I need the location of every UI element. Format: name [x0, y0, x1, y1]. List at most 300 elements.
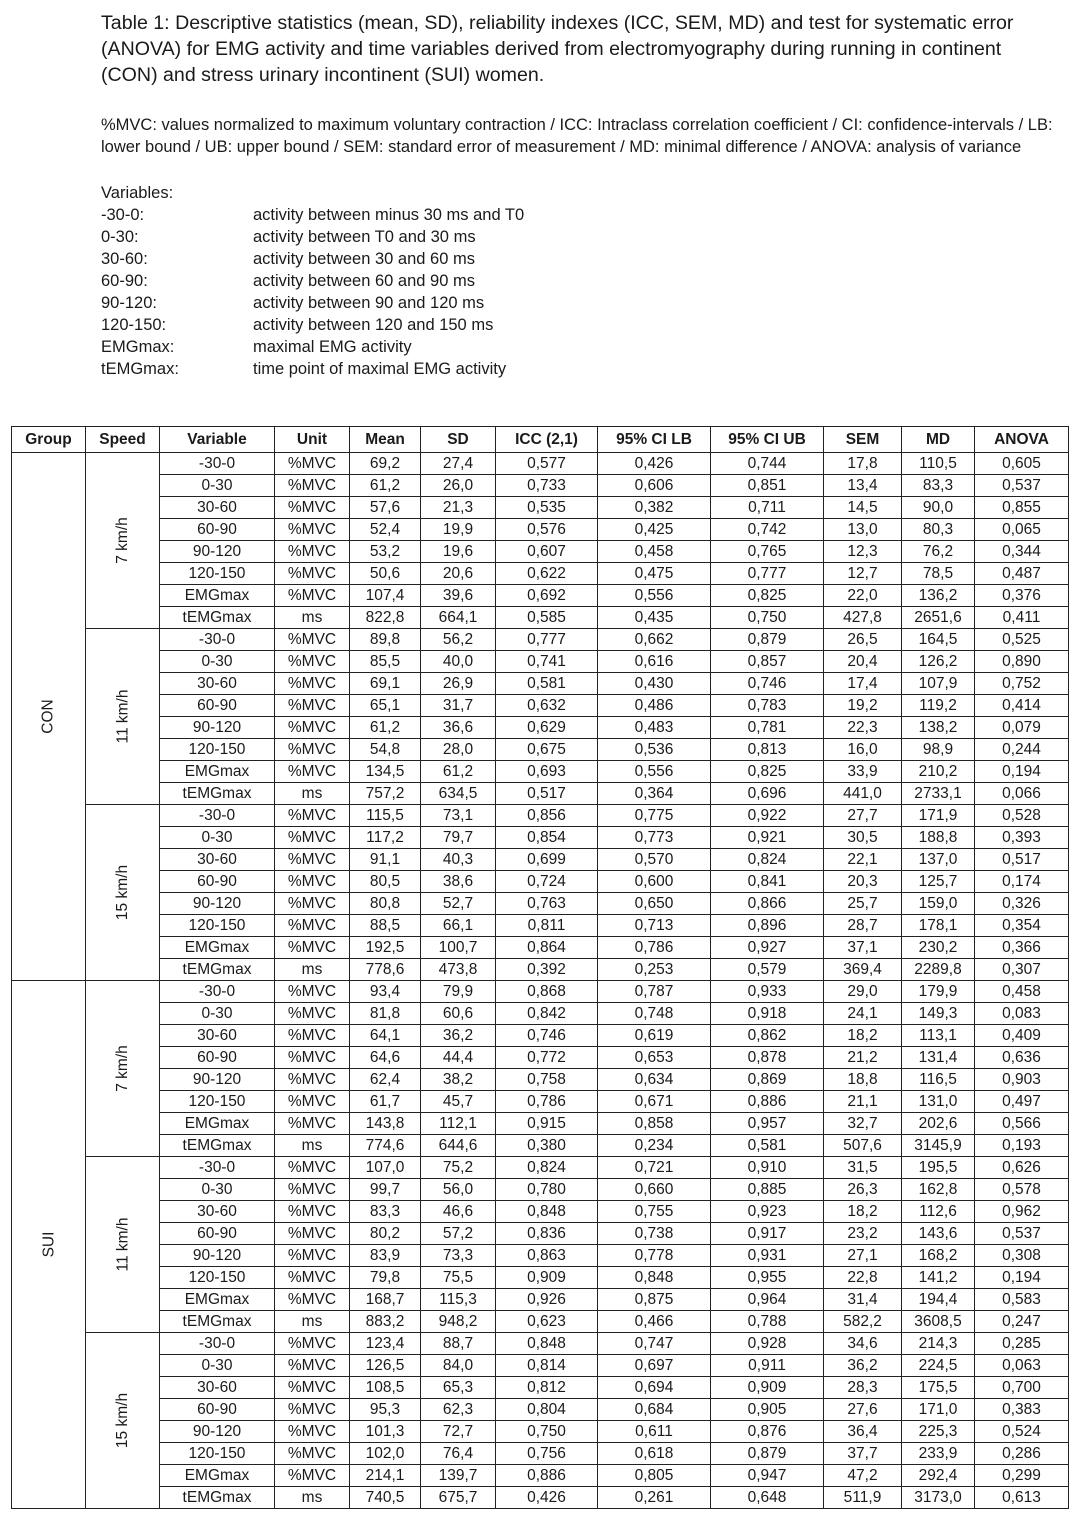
variable-key: 0-30: — [101, 228, 139, 246]
cell-variable: 30-60 — [160, 849, 275, 871]
cell-ci-lb: 0,662 — [598, 629, 711, 651]
cell-variable: EMGmax — [160, 1289, 275, 1311]
cell-ci-ub: 0,957 — [711, 1113, 824, 1135]
variables-list — [101, 204, 524, 380]
cell-anova: 0,636 — [975, 1047, 1069, 1069]
cell-ci-lb: 0,466 — [598, 1311, 711, 1333]
cell-md: 230,2 — [902, 937, 975, 959]
cell-ci-lb: 0,606 — [598, 475, 711, 497]
variable-definition — [101, 204, 524, 226]
cell-unit: %MVC — [275, 1267, 350, 1289]
cell-ci-ub: 0,910 — [711, 1157, 824, 1179]
cell-ci-lb: 0,858 — [598, 1113, 711, 1135]
cell-variable: 0-30 — [160, 651, 275, 673]
cell-ci-lb: 0,773 — [598, 827, 711, 849]
cell-variable: 30-60 — [160, 1025, 275, 1047]
cell-unit: %MVC — [275, 1157, 350, 1179]
cell-ci-lb: 0,618 — [598, 1443, 711, 1465]
col-header-unit: Unit — [275, 427, 350, 453]
cell-unit: %MVC — [275, 1223, 350, 1245]
group-label: SUI — [40, 1231, 57, 1258]
cell-md: 195,5 — [902, 1157, 975, 1179]
cell-ci-ub: 0,879 — [711, 629, 824, 651]
cell-sd: 57,2 — [421, 1223, 496, 1245]
cell-ci-lb: 0,486 — [598, 695, 711, 717]
cell-md: 225,3 — [902, 1421, 975, 1443]
cell-ci-lb: 0,570 — [598, 849, 711, 871]
col-header-group: Group — [12, 427, 86, 453]
cell-md: 164,5 — [902, 629, 975, 651]
cell-sd: 40,3 — [421, 849, 496, 871]
cell-sem: 26,3 — [824, 1179, 902, 1201]
cell-icc: 0,750 — [496, 1421, 598, 1443]
cell-anova: 0,517 — [975, 849, 1069, 871]
cell-sem: 17,4 — [824, 673, 902, 695]
cell-sem: 37,7 — [824, 1443, 902, 1465]
cell-mean: 91,1 — [350, 849, 421, 871]
cell-sem: 32,7 — [824, 1113, 902, 1135]
cell-variable: -30-0 — [160, 453, 275, 475]
cell-anova: 0,525 — [975, 629, 1069, 651]
cell-anova: 0,528 — [975, 805, 1069, 827]
cell-mean: 95,3 — [350, 1399, 421, 1421]
cell-sd: 75,2 — [421, 1157, 496, 1179]
table-row — [12, 1355, 1069, 1377]
cell-md: 80,3 — [902, 519, 975, 541]
cell-variable: tEMGmax — [160, 1487, 275, 1509]
cell-variable: 120-150 — [160, 1443, 275, 1465]
cell-ci-lb: 0,775 — [598, 805, 711, 827]
cell-sem: 19,2 — [824, 695, 902, 717]
cell-anova: 0,063 — [975, 1355, 1069, 1377]
cell-mean: 168,7 — [350, 1289, 421, 1311]
cell-anova: 0,409 — [975, 1025, 1069, 1047]
table-row — [12, 563, 1069, 585]
cell-sem: 511,9 — [824, 1487, 902, 1509]
group-cell — [12, 981, 86, 1509]
cell-anova: 0,285 — [975, 1333, 1069, 1355]
cell-anova: 0,605 — [975, 453, 1069, 475]
cell-unit: %MVC — [275, 1289, 350, 1311]
speed-label: 7 km/h — [113, 1045, 131, 1092]
cell-icc: 0,909 — [496, 1267, 598, 1289]
variables-heading: Variables: — [101, 184, 174, 202]
cell-md: 292,4 — [902, 1465, 975, 1487]
cell-icc: 0,915 — [496, 1113, 598, 1135]
cell-sem: 25,7 — [824, 893, 902, 915]
speed-cell — [86, 453, 160, 629]
cell-md: 143,6 — [902, 1223, 975, 1245]
cell-anova: 0,247 — [975, 1311, 1069, 1333]
table-row — [12, 761, 1069, 783]
table-body — [12, 453, 1069, 1509]
cell-sem: 30,5 — [824, 827, 902, 849]
cell-variable: tEMGmax — [160, 959, 275, 981]
col-header-speed: Speed — [86, 427, 160, 453]
cell-sd: 45,7 — [421, 1091, 496, 1113]
cell-sd: 60,6 — [421, 1003, 496, 1025]
cell-anova: 0,286 — [975, 1443, 1069, 1465]
variable-definition — [101, 358, 524, 380]
cell-unit: %MVC — [275, 651, 350, 673]
cell-ci-ub: 0,955 — [711, 1267, 824, 1289]
cell-sem: 17,8 — [824, 453, 902, 475]
cell-icc: 0,622 — [496, 563, 598, 585]
cell-variable: EMGmax — [160, 1465, 275, 1487]
variable-key: 30-60: — [101, 250, 148, 268]
table-row — [12, 651, 1069, 673]
cell-icc: 0,632 — [496, 695, 598, 717]
variable-description: activity between minus 30 ms and T0 — [253, 206, 525, 224]
cell-md: 210,2 — [902, 761, 975, 783]
variable-key: 90-120: — [101, 294, 157, 312]
cell-sem: 23,2 — [824, 1223, 902, 1245]
col-header-ci-ub: 95% CI UB — [711, 427, 824, 453]
table-row — [12, 497, 1069, 519]
cell-ci-lb: 0,694 — [598, 1377, 711, 1399]
cell-sem: 37,1 — [824, 937, 902, 959]
cell-variable: -30-0 — [160, 629, 275, 651]
cell-sd: 664,1 — [421, 607, 496, 629]
variable-description: time point of maximal EMG activity — [253, 360, 507, 378]
cell-anova: 0,194 — [975, 1267, 1069, 1289]
cell-unit: %MVC — [275, 717, 350, 739]
cell-unit: %MVC — [275, 453, 350, 475]
cell-variable: 30-60 — [160, 1201, 275, 1223]
cell-unit: %MVC — [275, 1047, 350, 1069]
table-row — [12, 475, 1069, 497]
cell-sem: 36,4 — [824, 1421, 902, 1443]
variable-definition — [101, 292, 524, 314]
cell-sd: 56,0 — [421, 1179, 496, 1201]
cell-ci-lb: 0,671 — [598, 1091, 711, 1113]
cell-sd: 31,7 — [421, 695, 496, 717]
cell-sem: 21,2 — [824, 1047, 902, 1069]
cell-ci-ub: 0,783 — [711, 695, 824, 717]
cell-unit: %MVC — [275, 1443, 350, 1465]
cell-icc: 0,629 — [496, 717, 598, 739]
table-row — [12, 959, 1069, 981]
cell-sd: 473,8 — [421, 959, 496, 981]
variable-description: maximal EMG activity — [253, 338, 412, 356]
cell-variable: 0-30 — [160, 1355, 275, 1377]
cell-mean: 61,2 — [350, 475, 421, 497]
cell-mean: 192,5 — [350, 937, 421, 959]
cell-unit: %MVC — [275, 1069, 350, 1091]
cell-sd: 79,7 — [421, 827, 496, 849]
cell-unit: %MVC — [275, 1179, 350, 1201]
cell-anova: 0,537 — [975, 1223, 1069, 1245]
cell-ci-lb: 0,458 — [598, 541, 711, 563]
cell-anova: 0,890 — [975, 651, 1069, 673]
cell-ci-lb: 0,713 — [598, 915, 711, 937]
cell-mean: 64,6 — [350, 1047, 421, 1069]
variable-definition — [101, 248, 524, 270]
cell-anova: 0,487 — [975, 563, 1069, 585]
cell-ci-ub: 0,878 — [711, 1047, 824, 1069]
table-row — [12, 981, 1069, 1003]
cell-sem: 27,1 — [824, 1245, 902, 1267]
cell-unit: %MVC — [275, 497, 350, 519]
abbreviations-note: %MVC: values normalized to maximum voluntary contraction / ICC: Intraclass correlation coefficient / CI: confidence-intervals / LB: lower bound / UB: upper bound / SEM: standard error of measurement / MD: minimal difference / ANOVA: analysis of variance — [101, 116, 1053, 156]
cell-anova: 0,752 — [975, 673, 1069, 695]
table-row — [12, 695, 1069, 717]
cell-md: 224,5 — [902, 1355, 975, 1377]
col-header-mean: Mean — [350, 427, 421, 453]
cell-variable: 60-90 — [160, 1047, 275, 1069]
cell-unit: %MVC — [275, 1091, 350, 1113]
cell-variable: 30-60 — [160, 497, 275, 519]
cell-unit: %MVC — [275, 1025, 350, 1047]
cell-md: 107,9 — [902, 673, 975, 695]
cell-sd: 675,7 — [421, 1487, 496, 1509]
cell-unit: %MVC — [275, 1003, 350, 1025]
cell-sem: 369,4 — [824, 959, 902, 981]
cell-mean: 822,8 — [350, 607, 421, 629]
table-row — [12, 1025, 1069, 1047]
cell-unit: ms — [275, 607, 350, 629]
cell-sd: 26,9 — [421, 673, 496, 695]
table-row — [12, 1487, 1069, 1509]
cell-ci-ub: 0,922 — [711, 805, 824, 827]
cell-icc: 0,746 — [496, 1025, 598, 1047]
cell-sd: 634,5 — [421, 783, 496, 805]
cell-anova: 0,065 — [975, 519, 1069, 541]
cell-variable: tEMGmax — [160, 783, 275, 805]
cell-unit: %MVC — [275, 739, 350, 761]
cell-icc: 0,804 — [496, 1399, 598, 1421]
cell-icc: 0,392 — [496, 959, 598, 981]
cell-anova: 0,962 — [975, 1201, 1069, 1223]
cell-anova: 0,307 — [975, 959, 1069, 981]
cell-ci-lb: 0,556 — [598, 761, 711, 783]
table-header-row — [12, 427, 1069, 453]
cell-ci-ub: 0,947 — [711, 1465, 824, 1487]
variable-description: activity between 60 and 90 ms — [253, 272, 475, 290]
cell-ci-ub: 0,869 — [711, 1069, 824, 1091]
cell-variable: 120-150 — [160, 563, 275, 585]
cell-mean: 61,7 — [350, 1091, 421, 1113]
cell-ci-ub: 0,750 — [711, 607, 824, 629]
cell-sd: 44,4 — [421, 1047, 496, 1069]
cell-mean: 81,8 — [350, 1003, 421, 1025]
cell-icc: 0,741 — [496, 651, 598, 673]
cell-sd: 115,3 — [421, 1289, 496, 1311]
cell-sem: 24,1 — [824, 1003, 902, 1025]
cell-md: 162,8 — [902, 1179, 975, 1201]
cell-sd: 38,6 — [421, 871, 496, 893]
cell-sd: 76,4 — [421, 1443, 496, 1465]
cell-anova: 0,383 — [975, 1399, 1069, 1421]
cell-ci-ub: 0,905 — [711, 1399, 824, 1421]
col-header-icc: ICC (2,1) — [496, 427, 598, 453]
table-row — [12, 1201, 1069, 1223]
cell-sd: 56,2 — [421, 629, 496, 651]
cell-icc: 0,607 — [496, 541, 598, 563]
cell-unit: %MVC — [275, 519, 350, 541]
cell-anova: 0,497 — [975, 1091, 1069, 1113]
cell-sem: 12,7 — [824, 563, 902, 585]
cell-mean: 83,3 — [350, 1201, 421, 1223]
cell-md: 116,5 — [902, 1069, 975, 1091]
cell-icc: 0,380 — [496, 1135, 598, 1157]
cell-variable: EMGmax — [160, 1113, 275, 1135]
cell-mean: 126,5 — [350, 1355, 421, 1377]
variable-key: 60-90: — [101, 272, 148, 290]
speed-cell — [86, 981, 160, 1157]
cell-mean: 143,8 — [350, 1113, 421, 1135]
col-header-ci-lb: 95% CI LB — [598, 427, 711, 453]
cell-ci-lb: 0,425 — [598, 519, 711, 541]
group-label: CON — [39, 699, 57, 734]
cell-variable: EMGmax — [160, 937, 275, 959]
cell-sem: 27,6 — [824, 1399, 902, 1421]
cell-variable: tEMGmax — [160, 1311, 275, 1333]
cell-unit: %MVC — [275, 541, 350, 563]
table-row — [12, 827, 1069, 849]
cell-ci-ub: 0,931 — [711, 1245, 824, 1267]
cell-variable: 60-90 — [160, 695, 275, 717]
speed-cell — [86, 1157, 160, 1333]
cell-ci-ub: 0,841 — [711, 871, 824, 893]
variable-definition — [101, 226, 524, 248]
cell-ci-lb: 0,805 — [598, 1465, 711, 1487]
cell-mean: 64,1 — [350, 1025, 421, 1047]
cell-anova: 0,458 — [975, 981, 1069, 1003]
cell-unit: %MVC — [275, 695, 350, 717]
cell-icc: 0,675 — [496, 739, 598, 761]
cell-unit: %MVC — [275, 893, 350, 915]
cell-sem: 28,7 — [824, 915, 902, 937]
cell-mean: 774,6 — [350, 1135, 421, 1157]
cell-sem: 22,0 — [824, 585, 902, 607]
cell-variable: 120-150 — [160, 1091, 275, 1113]
cell-sem: 22,1 — [824, 849, 902, 871]
cell-icc: 0,535 — [496, 497, 598, 519]
table-row — [12, 915, 1069, 937]
cell-sd: 28,0 — [421, 739, 496, 761]
cell-ci-ub: 0,862 — [711, 1025, 824, 1047]
cell-variable: 30-60 — [160, 673, 275, 695]
cell-anova: 0,083 — [975, 1003, 1069, 1025]
cell-mean: 102,0 — [350, 1443, 421, 1465]
variable-definition — [101, 336, 524, 358]
table-row — [12, 1113, 1069, 1135]
cell-icc: 0,824 — [496, 1157, 598, 1179]
cell-unit: %MVC — [275, 937, 350, 959]
table-row — [12, 585, 1069, 607]
cell-ci-lb: 0,600 — [598, 871, 711, 893]
cell-ci-ub: 0,876 — [711, 1421, 824, 1443]
cell-unit: ms — [275, 1311, 350, 1333]
cell-unit: %MVC — [275, 563, 350, 585]
cell-mean: 107,0 — [350, 1157, 421, 1179]
cell-icc: 0,724 — [496, 871, 598, 893]
cell-ci-ub: 0,825 — [711, 585, 824, 607]
cell-md: 138,2 — [902, 717, 975, 739]
cell-sd: 21,3 — [421, 497, 496, 519]
speed-cell — [86, 1333, 160, 1509]
cell-mean: 61,2 — [350, 717, 421, 739]
cell-unit: ms — [275, 783, 350, 805]
cell-mean: 54,8 — [350, 739, 421, 761]
table-row — [12, 1289, 1069, 1311]
cell-ci-lb: 0,261 — [598, 1487, 711, 1509]
cell-ci-ub: 0,851 — [711, 475, 824, 497]
cell-unit: %MVC — [275, 827, 350, 849]
table-row — [12, 1069, 1069, 1091]
cell-unit: ms — [275, 1135, 350, 1157]
cell-unit: %MVC — [275, 1113, 350, 1135]
cell-ci-lb: 0,234 — [598, 1135, 711, 1157]
cell-ci-lb: 0,748 — [598, 1003, 711, 1025]
cell-unit: %MVC — [275, 629, 350, 651]
cell-unit: %MVC — [275, 1201, 350, 1223]
cell-variable: 90-120 — [160, 893, 275, 915]
cell-variable: -30-0 — [160, 1333, 275, 1355]
cell-sem: 27,7 — [824, 805, 902, 827]
cell-icc: 0,836 — [496, 1223, 598, 1245]
cell-mean: 50,6 — [350, 563, 421, 585]
cell-md: 113,1 — [902, 1025, 975, 1047]
cell-icc: 0,868 — [496, 981, 598, 1003]
cell-variable: 60-90 — [160, 1399, 275, 1421]
cell-ci-ub: 0,824 — [711, 849, 824, 871]
cell-anova: 0,700 — [975, 1377, 1069, 1399]
cell-ci-lb: 0,684 — [598, 1399, 711, 1421]
cell-variable: 0-30 — [160, 827, 275, 849]
cell-unit: %MVC — [275, 1399, 350, 1421]
cell-ci-ub: 0,866 — [711, 893, 824, 915]
cell-ci-lb: 0,697 — [598, 1355, 711, 1377]
variable-key: 120-150: — [101, 316, 167, 334]
cell-anova: 0,537 — [975, 475, 1069, 497]
cell-variable: tEMGmax — [160, 1135, 275, 1157]
table-row — [12, 519, 1069, 541]
table-row — [12, 1135, 1069, 1157]
table-row — [12, 1091, 1069, 1113]
table-row — [12, 673, 1069, 695]
cell-ci-lb: 0,435 — [598, 607, 711, 629]
cell-icc: 0,848 — [496, 1333, 598, 1355]
cell-sd: 100,7 — [421, 937, 496, 959]
cell-anova: 0,613 — [975, 1487, 1069, 1509]
cell-mean: 52,4 — [350, 519, 421, 541]
statistics-table — [11, 426, 1069, 1509]
cell-icc: 0,585 — [496, 607, 598, 629]
cell-variable: 60-90 — [160, 1223, 275, 1245]
cell-ci-lb: 0,611 — [598, 1421, 711, 1443]
cell-variable: EMGmax — [160, 585, 275, 607]
cell-md: 2651,6 — [902, 607, 975, 629]
cell-ci-lb: 0,786 — [598, 937, 711, 959]
table-row — [12, 1311, 1069, 1333]
cell-variable: tEMGmax — [160, 607, 275, 629]
cell-anova: 0,079 — [975, 717, 1069, 739]
cell-icc: 0,517 — [496, 783, 598, 805]
cell-icc: 0,780 — [496, 1179, 598, 1201]
variable-description: activity between 30 and 60 ms — [253, 250, 475, 268]
cell-mean: 80,2 — [350, 1223, 421, 1245]
cell-ci-ub: 0,813 — [711, 739, 824, 761]
cell-unit: %MVC — [275, 805, 350, 827]
cell-sem: 20,4 — [824, 651, 902, 673]
cell-variable: 120-150 — [160, 915, 275, 937]
cell-sem: 14,5 — [824, 497, 902, 519]
cell-sem: 21,1 — [824, 1091, 902, 1113]
cell-sd: 73,3 — [421, 1245, 496, 1267]
cell-anova: 0,066 — [975, 783, 1069, 805]
